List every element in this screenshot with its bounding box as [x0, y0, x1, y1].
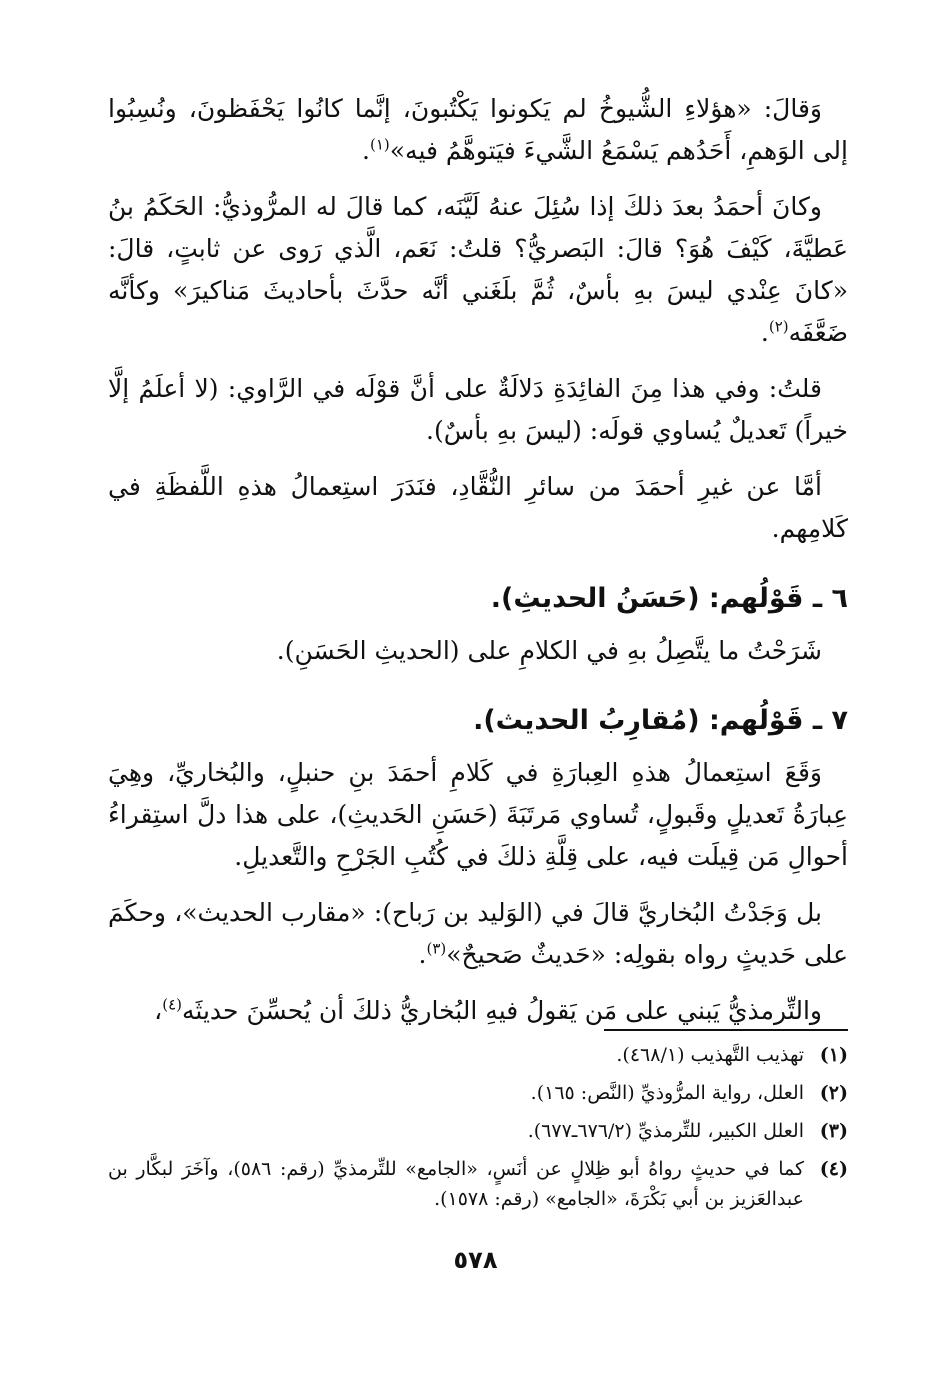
footnotes — [108, 1040, 848, 1222]
paragraph-1-text: وَقالَ: «هؤلاءِ الشُّيوخُ لم يَكونوا يَكْتُبونَ، إنَّما كانُوا يَحْفَظونَ، ونُسِبُوا إلى الوَهمِ، أَحَدُهم يَسْمَعُ الشَّيءَ فيَتوهَّمُ فيه» — [108, 94, 848, 165]
footnote-item — [108, 1078, 848, 1108]
paragraph-4: أمَّا عن غيرِ أحمَدَ من سائرِ النُّقَّادِ، فنَدَرَ استِعمالُ هذهِ اللَّفظَةِ في كَلامِهم. — [108, 472, 848, 543]
paragraph-1 — [108, 88, 848, 172]
footnote-text: كما في حديثٍ رواهُ أبو ظِلالٍ عن أنَسٍ، «الجامع» للتِّرمذيِّ (رقم: ٥٨٦)، وآخَرَ لبكَّار بن عبدالعَزيز بن أبي بَكْرَةَ، «الجامع» (رقم: ١٥٧٨). — [108, 1158, 805, 1210]
footnote-ref-2[interactable]: (٢) — [768, 317, 789, 336]
paragraph-7 — [108, 892, 848, 976]
footnote-item — [108, 1040, 848, 1070]
paragraph-2-text: وكانَ أحمَدُ بعدَ ذلكَ إذا سُئِلَ عنهُ لَيَّنَه، كما قالَ له المرُّوذيُّ: الحَكَمُ بنُ عَطيَّةَ، كَيْفَ هُوَ؟ قالَ: البَصريُّ؟ قلتُ: نَعَم، الَّذي رَوى عن ثابتٍ، قالَ: «كانَ عِنْدي ليسَ بهِ بأسٌ، ثُمَّ بلَغَني أنَّه حدَّثَ بأحاديثَ مَناكيرَ» وكأنَّه ضَعَّفَه — [108, 192, 848, 347]
paragraph-6: وَقَعَ استِعمالُ هذهِ العِبارَةِ في كَلامِ أحمَدَ بنِ حنبلٍ، والبُخاريِّ، وهِيَ عِبارَةُ تَعديلٍ وقَبولٍ، تُساوي مَرتَبَةَ (حَسَنِ الحَديثِ)، على هذا دلَّ استِقراءُ أحوالِ مَن قِيلَت فيه، على قِلَّةِ ذلكَ في كُتُبِ الجَرْحِ والتَّعديلِ. — [108, 758, 848, 871]
paragraph-2-end: . — [760, 318, 769, 347]
paragraph-5: شَرَحْتُ ما يتَّصِلُ بهِ في الكلامِ على (الحديثِ الحَسَنِ). — [276, 636, 822, 665]
page-number: ٥٧٨ — [453, 1246, 498, 1274]
footnote-number: (١) — [819, 1044, 848, 1066]
footnote-item — [108, 1116, 848, 1146]
footnote-number: (٣) — [819, 1120, 848, 1142]
footnote-ref-1[interactable]: (١) — [369, 135, 390, 154]
footnote-text: تهذيب التَّهذيب (٤٦٨/١). — [616, 1044, 804, 1066]
footnote-item — [108, 1154, 848, 1214]
footnote-ref-3[interactable]: (٣) — [426, 939, 447, 958]
paragraph-7-end: . — [418, 940, 427, 969]
page-body — [108, 88, 848, 1046]
heading-7: ٧ ـ قَوْلُهم: (مُقارِبُ الحديث). — [473, 705, 848, 736]
footnote-number: (٢) — [819, 1082, 848, 1104]
footnote-separator — [604, 1029, 848, 1031]
paragraph-8-end: ، — [154, 996, 163, 1025]
paragraph-1-end: . — [362, 136, 370, 165]
paragraph-7-text: بل وَجَدْتُ البُخاريَّ قالَ في (الوَليد بن رَباح): «مقارب الحديث»، وحكَمَ على حَديثٍ رواه بقولِه: «حَديثٌ صَحيحٌ» — [108, 898, 848, 969]
footnote-text: العلل، رواية المرُّوذيِّ (النَّص: ١٦٥). — [530, 1082, 804, 1104]
paragraph-2 — [108, 186, 848, 354]
paragraph-8 — [108, 990, 848, 1032]
heading-6: ٦ ـ قَوْلُهم: (حَسَنُ الحديثِ). — [490, 583, 848, 614]
paragraph-3: قلتُ: وفي هذا مِنَ الفائِدَةِ دَلالَةٌ على أنَّ قوْلَه في الرَّاوي: (لا أعلَمُ إلَّا خيراً) تَعديلٌ يُساوي قولَه: (ليسَ بهِ بأسٌ). — [108, 374, 848, 445]
footnote-text: العلل الكبير، للتِّرمذيِّ (٦٧٦/٢ـ٦٧٧). — [527, 1120, 804, 1142]
footnote-ref-4[interactable]: (٤) — [162, 995, 183, 1014]
footnote-number: (٤) — [819, 1158, 848, 1180]
paragraph-8-text: والتِّرمذيُّ يَبني على مَن يَقولُ فيهِ البُخاريُّ ذلكَ أن يُحسِّنَ حديثَه — [182, 996, 822, 1025]
